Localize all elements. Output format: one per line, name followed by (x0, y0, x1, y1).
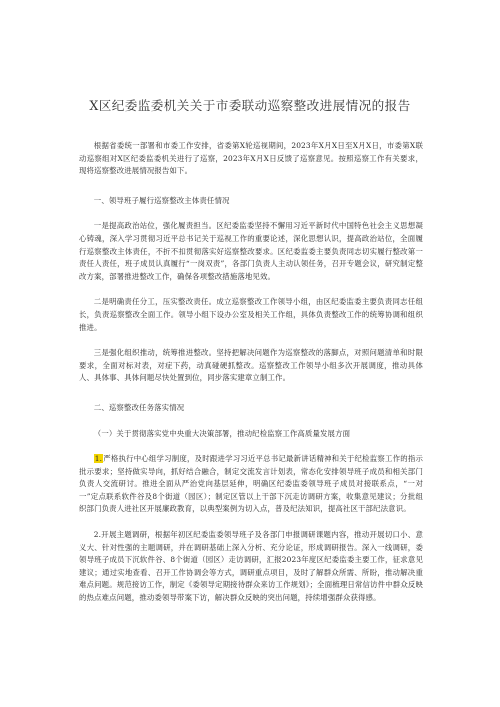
section-2-heading: 二、巡察整改任务落实情况 (93, 402, 185, 412)
item-2-text: .开展主题调研，根据年初区纪委监委领导班子及各部门申报调研课题内容，推动开展切口小、意义大、针对性强的主题调研，并在调研基础上深入分析、充分论证，形成调研报告。深入一线调研，委领导班子成员下沉软件谷、8个街道（园区）走访调研，汇报2023年度区纪委监委主要工作，征求意见建议；通过实地查看、召开工作协调会等方式，调研重点项目，及时了解群众所需、所盼，推动解决重难点问题。规范接访工作，制定《委领导定期接待群众来访工作规划》；全面梳理日常信访件中群众反映的热点难点问题，推动委领导带案下访，解决群众反映的突出问题，持续增强群众获得感。 (79, 530, 423, 603)
item-2-number: 2 (93, 530, 99, 540)
item-1-text: 严格执行中心组学习制度，及时跟进学习习近平总书记最新讲话精神和关于纪检监察工作的指示批示要求；坚持做实导向，抓好结合融合，制定交流发言计划表，常态化安排领导班子成员和相关部门负责人交流研讨。推进全面从严治党向基层延伸，明确区纪委监委领导班子成员对接联系点，“一对一”定点联系软件谷及8个街道（园区）；制定区管以上干部下沉走访调研方案，收集意见建议；分批组织部门负责人进社区开展廉政教育，以典型案例为切入点，普及纪法知识，提高社区干部纪法意识。 (79, 454, 423, 514)
section-1-paragraph-3: 三是强化组织推动，统筹推进整改。坚持把解决问题作为巡察整改的落脚点，对照问题清单和时限要求，全面对标对表，对症下药，动真碰硬抓整改。巡察整改工作领导小组多次开展调度，推动具体人、具体事、具体问题尽快处置到位，同步落实建章立制工作。 (79, 348, 423, 383)
intro-paragraph: 根据省委统一部署和市委工作安排，省委第X轮巡视期间，2023年X月X日至X月X日，市委第X联动巡察组对X区纪委监委机关进行了巡察，2023年X月X日反馈了巡察意见。按照巡察工作有关要求，现将巡察整改进展情况报告如下。 (79, 141, 423, 176)
item-1-number: 1. (94, 454, 103, 464)
document-title: X区纪委监委机关关于市委联动巡察整改进展情况的报告 (89, 98, 411, 113)
section-1-heading: 一、领导班子履行巡察整改主体责任情况 (93, 195, 230, 205)
item-1-paragraph (79, 453, 423, 516)
section-1-paragraph-1: 一是提高政治站位，强化履责担当。区纪委监委坚持不懈用习近平新时代中国特色社会主义思想凝心铸魂，深入学习贯彻习近平总书记关于巡视工作的重要论述，深化思想认识，提高政治站位，全面履行巡察整改主体责任，不折不扣贯彻落实好巡察整改要求。区纪委监委主要负责同志切实履行整改第一责任人责任，班子成员认真履行“一岗双责”，各部门负责人主动认领任务，召开专题会议，研究制定整改方案，部署推进整改工作，确保各项整改措施落地见效。 (79, 221, 423, 281)
item-2-paragraph (79, 529, 423, 605)
subsection-1-heading: （一）关于贯彻落实党中央重大决策部署，推动纪检监察工作高质量发展方面 (93, 428, 351, 438)
section-1-paragraph-2: 二是明确责任分工，压实整改责任。成立巡察整改工作领导小组，由区纪委监委主要负责同志任组长，负责巡察整改全面工作。领导小组下设办公室及相关工作组，具体负责整改工作的统筹协调和组织推进。 (79, 297, 423, 332)
document-body (79, 140, 423, 605)
